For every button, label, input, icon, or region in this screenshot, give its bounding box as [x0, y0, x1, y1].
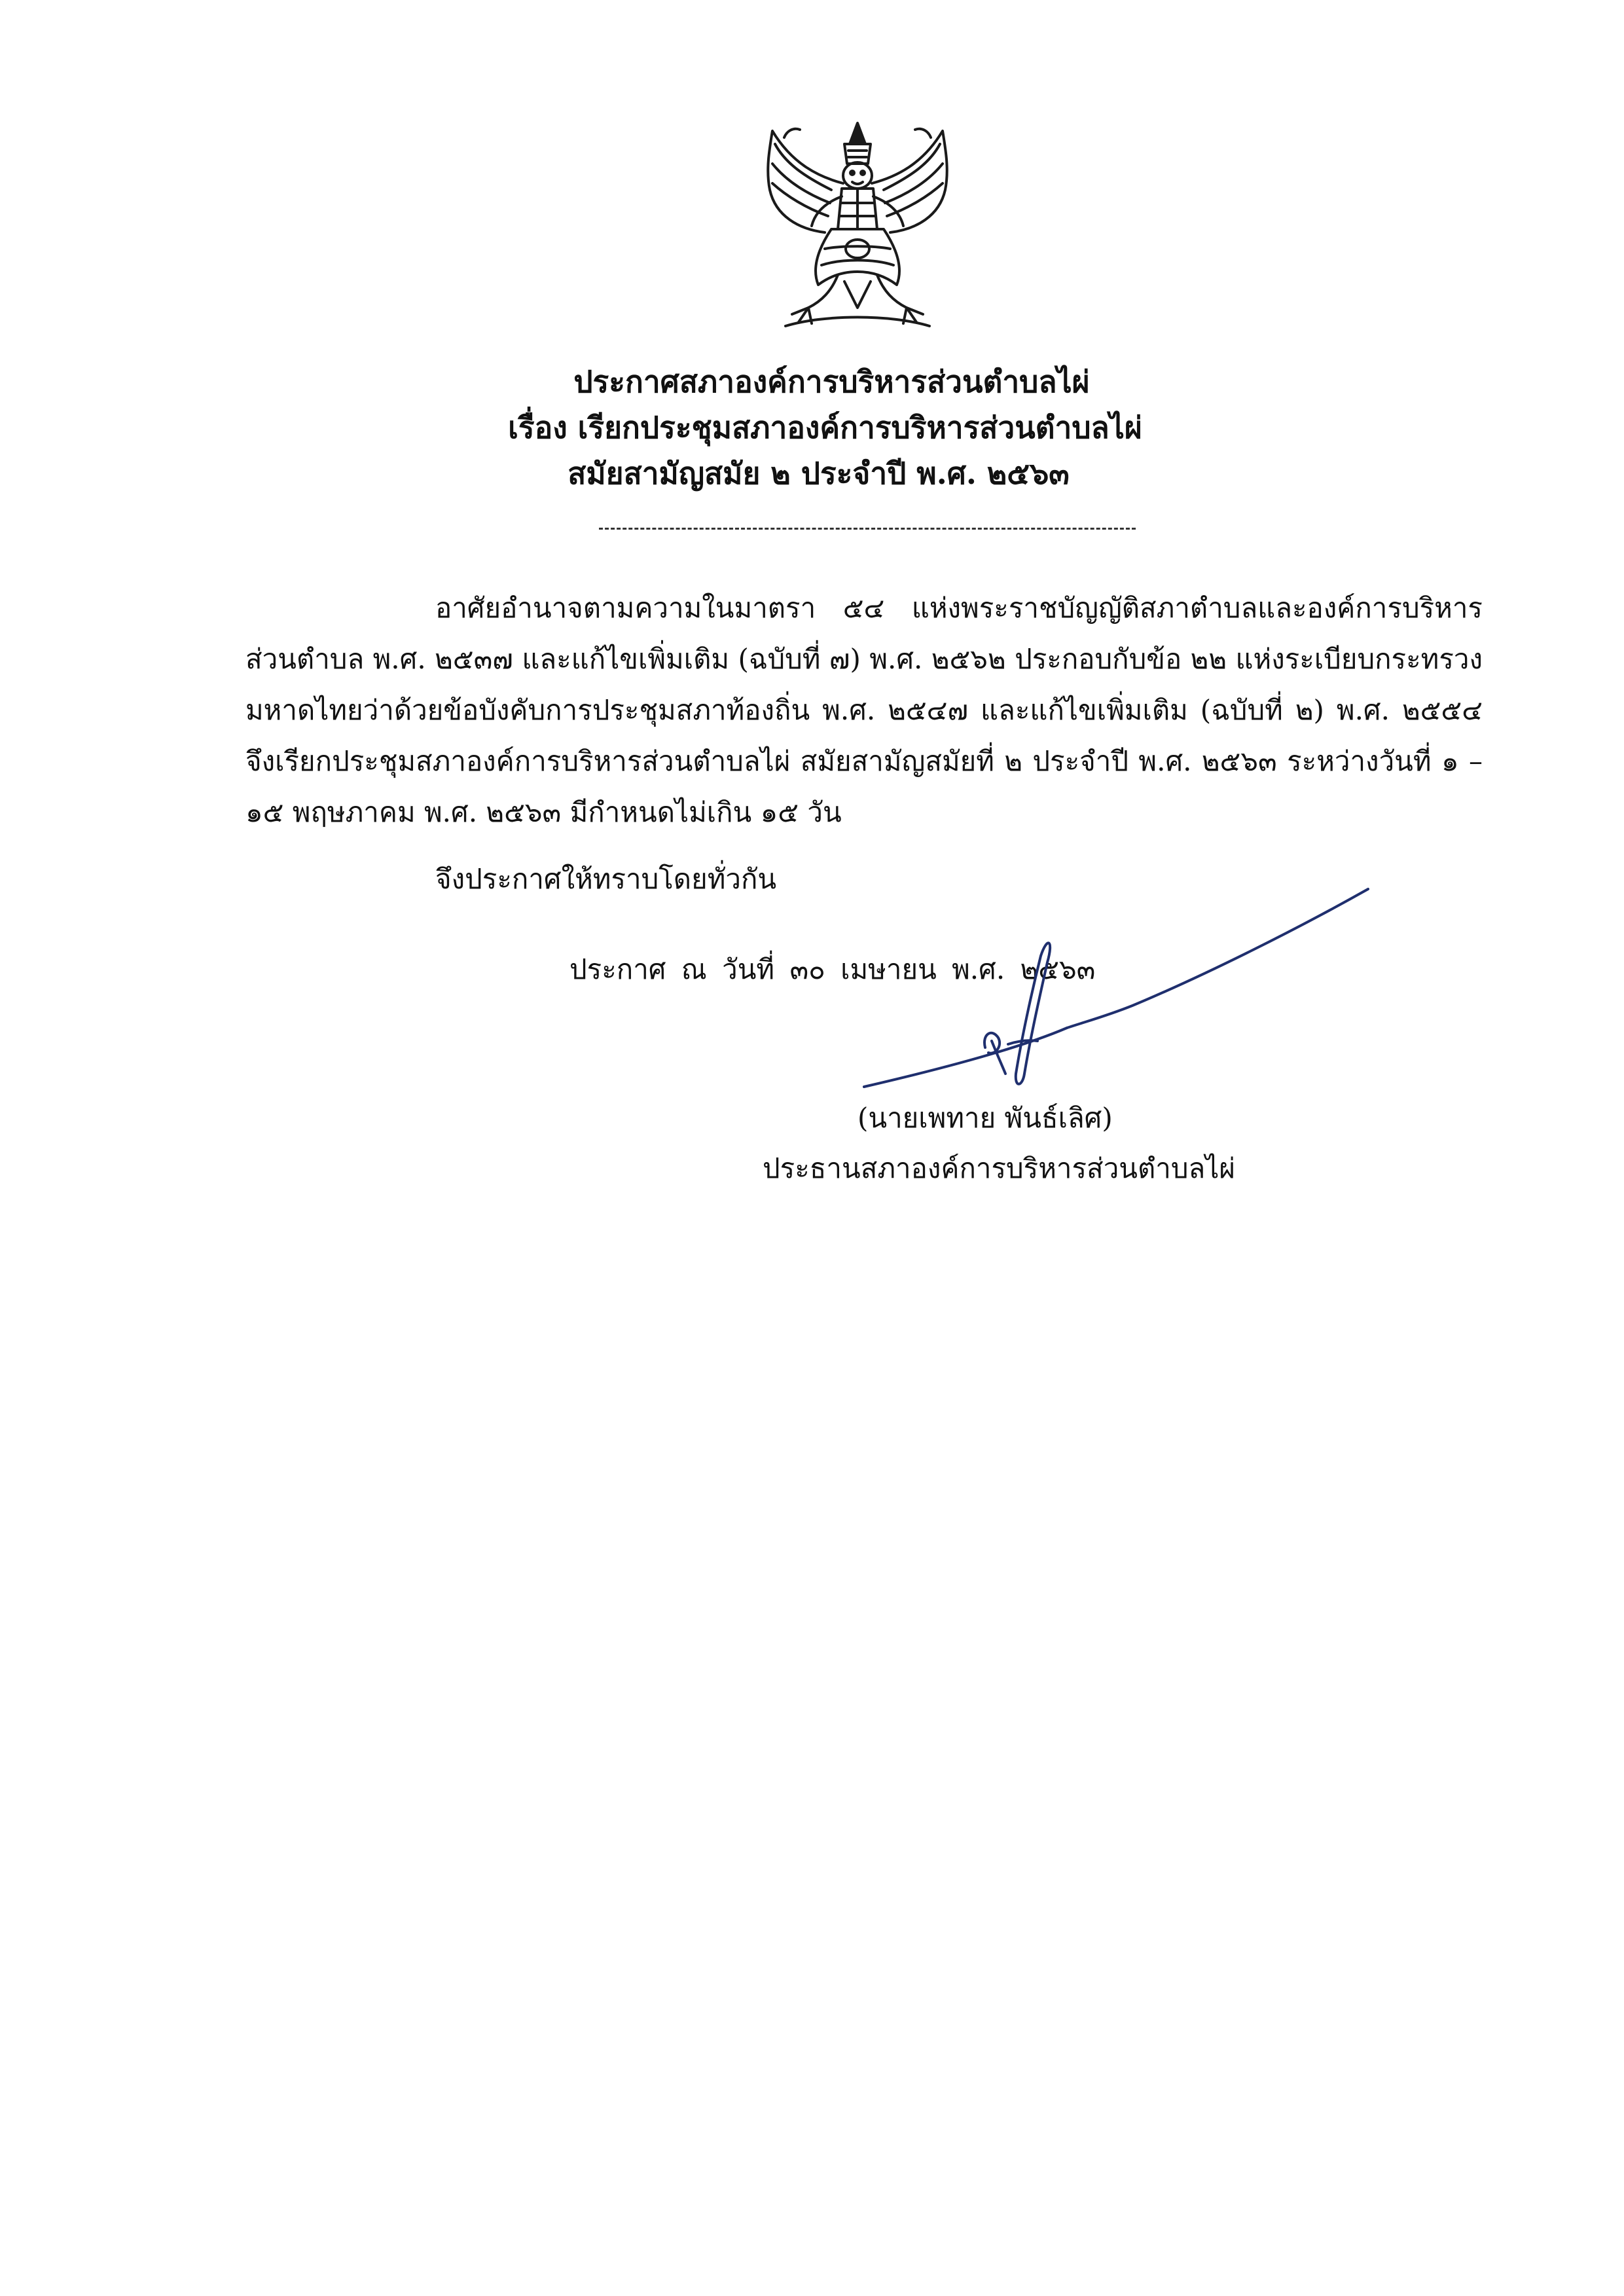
signer-position: ประธานสภาองค์การบริหารส่วนตำบลไผ่	[763, 1152, 1235, 1184]
announcement-session: สมัยสามัญสมัย ๒ ประจำปี พ.ศ. ๒๕๖๓	[568, 456, 1070, 491]
announcement-date: ประกาศ ณ วันที่ ๓๐ เมษายน พ.ศ. ๒๕๖๓	[569, 953, 1096, 985]
announcement-title: ประกาศสภาองค์การบริหารส่วนตำบลไผ่	[573, 364, 1090, 399]
announcement-subject: เรื่อง เรียกประชุมสภาองค์การบริหารส่วนตำบลไผ่	[508, 410, 1142, 445]
announcement-heading	[0, 359, 1624, 496]
handwritten-signature	[851, 877, 1375, 1113]
announcement-body	[245, 583, 1483, 838]
garuda-emblem-icon	[746, 118, 969, 334]
announcement-paragraph: อาศัยอำนาจตามความในมาตรา ๕๔ แห่งพระราชบัญญัติสภาตำบลและองค์การบริหารส่วนตำบล พ.ศ. ๒๕๓๗ และแก้ไขเพิ่มเติม (ฉบับที่ ๗) พ.ศ. ๒๕๖๒ ประกอบกับข้อ ๒๒ แห่งระเบียบกระทรวงมหาดไทยว่าด้วยข้อบังคับการประชุมสภาท้องถิ่น พ.ศ. ๒๕๔๗ และแก้ไขเพิ่มเติม (ฉบับที่ ๒) พ.ศ. ๒๕๕๔ จึงเรียกประชุมสภาองค์การบริหารส่วนตำบลไผ่ สมัยสามัญสมัยที่ ๒ ประจำปี พ.ศ. ๒๕๖๓ ระหว่างวันที่ ๑ – ๑๕ พฤษภาคม พ.ศ. ๒๕๖๓ มีกำหนดไม่เกิน ๑๕ วัน	[245, 592, 1483, 828]
closing-statement: จึงประกาศให้ทราบโดยทั่วกัน	[435, 863, 777, 895]
heading-divider	[599, 528, 1136, 530]
signer-name: (นายเพทาย พันธ์เลิศ)	[857, 1102, 1113, 1134]
